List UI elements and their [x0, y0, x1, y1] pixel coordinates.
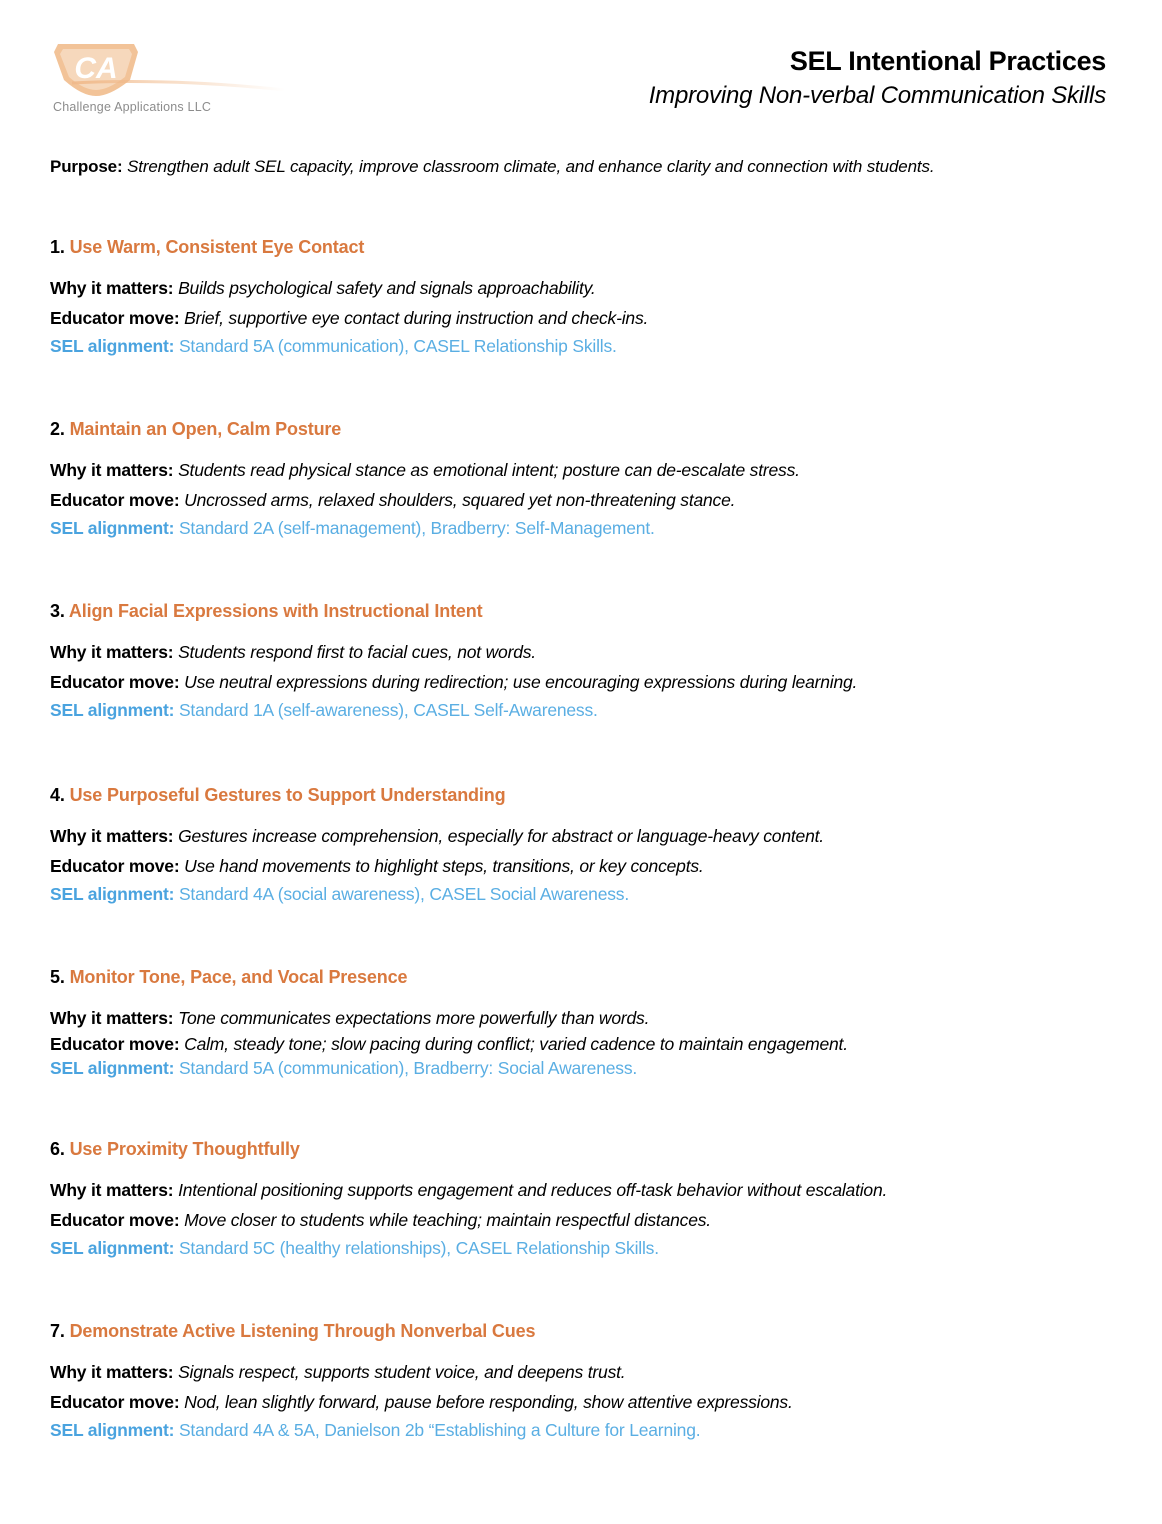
document-subtitle: Improving Non-verbal Communication Skills [648, 82, 1106, 109]
why-it-matters [50, 642, 536, 663]
move-label: Educator move: [50, 1392, 180, 1412]
sel-label: SEL alignment: [50, 884, 175, 904]
why-text: Builds psychological safety and signals approachability. [178, 278, 596, 298]
sel-label: SEL alignment: [50, 700, 175, 720]
logo-letters: CA [74, 52, 118, 85]
educator-move [50, 856, 704, 877]
sel-label: SEL alignment: [50, 1420, 175, 1440]
section-title: Use Proximity Thoughtfully [69, 1139, 300, 1159]
why-label: Why it matters: [50, 642, 174, 662]
why-text: Tone communicates expectations more powerfully than words. [178, 1008, 650, 1028]
sel-text: Standard 5C (healthy relationships), CASEL Relationship Skills. [178, 1238, 659, 1258]
why-it-matters [50, 278, 596, 299]
why-text: Signals respect, supports student voice, and deepens trust. [178, 1362, 626, 1382]
why-label: Why it matters: [50, 278, 174, 298]
section-heading [50, 967, 407, 988]
move-text: Brief, supportive eye contact during instruction and check-ins. [184, 308, 649, 328]
educator-move [50, 1210, 711, 1231]
section-heading [50, 601, 482, 622]
section-number: 4. [50, 785, 65, 805]
why-text: Students respond first to facial cues, not words. [178, 642, 536, 662]
section-title: Maintain an Open, Calm Posture [69, 419, 342, 439]
section-heading [50, 1321, 535, 1342]
move-text: Nod, lean slightly forward, pause before responding, show attentive expressions. [184, 1392, 793, 1412]
why-it-matters [50, 826, 824, 847]
purpose-text: Strengthen adult SEL capacity, improve classroom climate, and enhance clarity and connection with students. [127, 157, 935, 176]
educator-move [50, 672, 857, 693]
sel-alignment [50, 518, 655, 539]
move-label: Educator move: [50, 1210, 180, 1230]
why-text: Students read physical stance as emotional intent; posture can de-escalate stress. [178, 460, 800, 480]
company-logo [50, 40, 290, 120]
why-label: Why it matters: [50, 1180, 174, 1200]
section-title: Align Facial Expressions with Instructional Intent [68, 601, 483, 621]
sel-text: Standard 1A (self-awareness), CASEL Self-Awareness. [178, 700, 598, 720]
why-it-matters [50, 1180, 887, 1201]
sel-label: SEL alignment: [50, 518, 175, 538]
move-label: Educator move: [50, 490, 180, 510]
move-text: Calm, steady tone; slow pacing during conflict; varied cadence to maintain engagement. [184, 1034, 848, 1054]
move-label: Educator move: [50, 1034, 180, 1054]
section-number: 7. [50, 1321, 65, 1341]
section-heading [50, 1139, 300, 1160]
move-label: Educator move: [50, 672, 180, 692]
company-name: Challenge Applications LLC [53, 100, 212, 114]
section-heading [50, 785, 505, 806]
sel-label: SEL alignment: [50, 336, 175, 356]
sel-text: Standard 5A (communication), Bradberry: Social Awareness. [178, 1058, 638, 1078]
sel-text: Standard 5A (communication), CASEL Relationship Skills. [178, 336, 617, 356]
section-heading [50, 237, 364, 258]
sel-alignment [50, 1058, 637, 1079]
move-label: Educator move: [50, 856, 180, 876]
why-label: Why it matters: [50, 460, 174, 480]
section-title: Use Warm, Consistent Eye Contact [69, 237, 365, 257]
sel-text: Standard 4A (social awareness), CASEL Social Awareness. [178, 884, 630, 904]
sel-alignment [50, 1238, 659, 1259]
section-title: Monitor Tone, Pace, and Vocal Presence [69, 967, 408, 987]
section-number: 2. [50, 419, 65, 439]
why-text: Gestures increase comprehension, especially for abstract or language-heavy content. [178, 826, 824, 846]
why-label: Why it matters: [50, 1008, 174, 1028]
educator-move [50, 1034, 848, 1055]
document-title: SEL Intentional Practices [789, 46, 1106, 76]
move-label: Educator move: [50, 308, 180, 328]
educator-move [50, 1392, 793, 1413]
logo-shield-icon [50, 40, 290, 100]
sel-label: SEL alignment: [50, 1058, 175, 1078]
sel-alignment [50, 700, 598, 721]
move-text: Use hand movements to highlight steps, transitions, or key concepts. [184, 856, 704, 876]
section-heading [50, 419, 341, 440]
educator-move [50, 490, 735, 511]
purpose-statement [50, 157, 934, 177]
sel-alignment [50, 1420, 700, 1441]
section-title: Use Purposeful Gestures to Support Understanding [69, 785, 506, 805]
section-number: 5. [50, 967, 65, 987]
section-title: Demonstrate Active Listening Through Nonverbal Cues [69, 1321, 536, 1341]
why-label: Why it matters: [50, 1362, 174, 1382]
sel-alignment [50, 336, 617, 357]
sel-alignment [50, 884, 629, 905]
purpose-label: Purpose: [50, 157, 123, 176]
sel-text: Standard 2A (self-management), Bradberry: Self-Management. [178, 518, 655, 538]
sel-text: Standard 4A & 5A, Danielson 2b “Establishing a Culture for Learning. [178, 1420, 701, 1440]
section-number: 1. [50, 237, 65, 257]
move-text: Uncrossed arms, relaxed shoulders, squared yet non-threatening stance. [184, 490, 736, 510]
why-it-matters [50, 460, 800, 481]
sel-label: SEL alignment: [50, 1238, 175, 1258]
educator-move [50, 308, 648, 329]
move-text: Move closer to students while teaching; maintain respectful distances. [184, 1210, 711, 1230]
why-text: Intentional positioning supports engagement and reduces off-task behavior without escalation. [178, 1180, 888, 1200]
why-it-matters [50, 1008, 649, 1029]
section-number: 6. [50, 1139, 65, 1159]
why-it-matters [50, 1362, 625, 1383]
section-number: 3. [50, 601, 65, 621]
why-label: Why it matters: [50, 826, 174, 846]
move-text: Use neutral expressions during redirection; use encouraging expressions during learning. [184, 672, 858, 692]
